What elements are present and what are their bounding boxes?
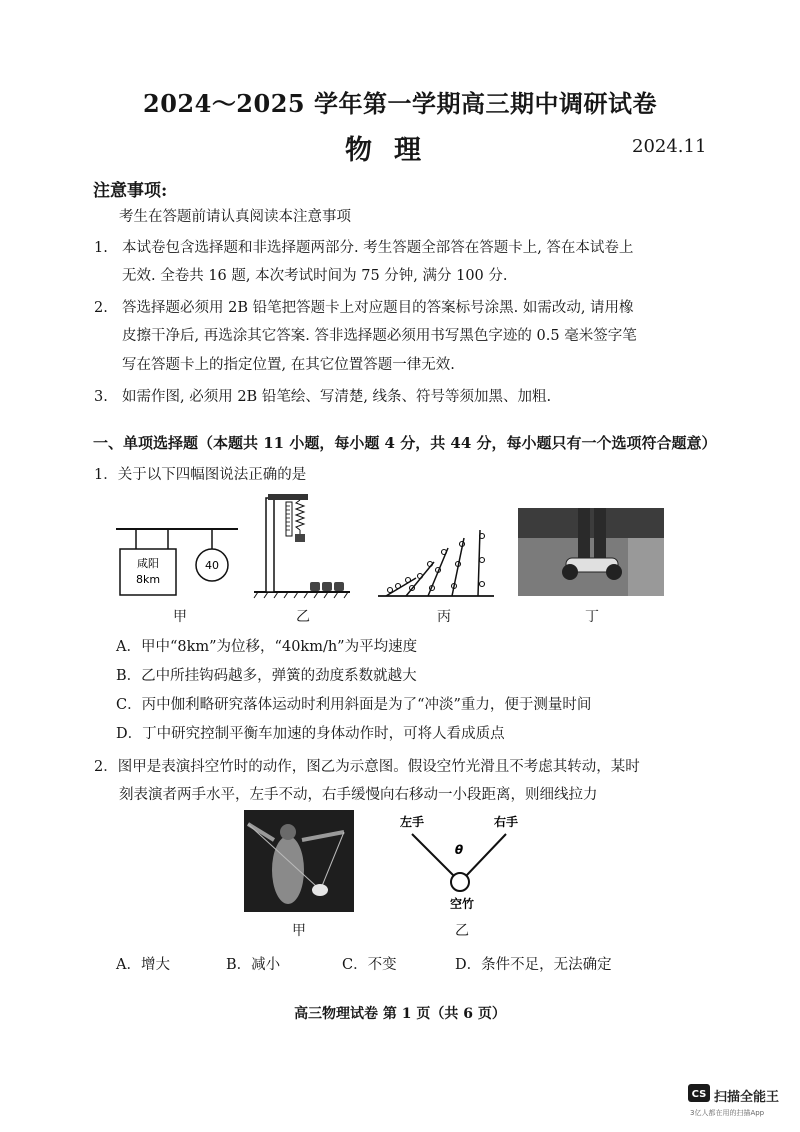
q2-fig-label-yi: 乙 — [455, 923, 469, 939]
figure-diabolo-diagram — [392, 810, 532, 916]
fig-label-yi: 乙 — [296, 609, 310, 625]
road-sign-city: 咸阳 — [137, 557, 159, 570]
scanner-app-tagline: 3亿人都在用的扫描App — [690, 1109, 765, 1117]
q2-option-b: B．减小 — [226, 957, 281, 973]
scanner-logo-icon — [688, 1084, 710, 1102]
q2-option-d: D．条件不足，无法确定 — [455, 957, 612, 973]
notice-item-1-num: 1. — [94, 240, 108, 256]
notice-item-3-line-1: 如需作图, 必须用 2B 铅笔绘、写清楚, 线条、符号等须加黑、加粗. — [122, 389, 552, 405]
q1-stem: 1．关于以下四幅图说法正确的是 — [94, 467, 307, 483]
q2-fig-label-jia: 甲 — [292, 923, 306, 939]
fig-label-bing: 丙 — [437, 609, 451, 625]
subject-title: 物理 — [345, 135, 443, 166]
notice-item-2-num: 2. — [94, 300, 108, 316]
label-left-hand: 左手 — [399, 815, 425, 829]
notice-item-2-line-1: 答选择题必须用 2B 铅笔把答题卡上对应题目的答案标号涂黑. 如需改动, 请用橡 — [122, 300, 634, 316]
notice-heading: 注意事项: — [93, 181, 168, 201]
q1-option-c: C．丙中伽利略研究落体运动时利用斜面是为了“冲淡”重力，便于测量时间 — [116, 697, 592, 713]
road-sign-distance: 8km — [135, 573, 161, 586]
page-footer: 高三物理试卷 第 1 页（共 6 页） — [294, 1006, 506, 1022]
label-right-hand: 右手 — [493, 815, 519, 829]
figure-road-sign — [112, 521, 242, 601]
section-1-heading: 一、单项选择题（本题共 11 小题，每小题 4 分，共 44 分，每小题只有一个选项符合题意） — [93, 434, 717, 452]
notice-item-2-line-3: 写在答题卡上的指定位置, 在其它位置答题一律无效. — [122, 357, 455, 373]
q1-option-a: A．甲中“8km”为位移，“40km/h”为平均速度 — [116, 639, 418, 655]
angle-theta: θ — [454, 843, 464, 857]
notice-item-1-line-1: 本试卷包含选择题和非选择题两部分. 考生答题全部答在答题卡上, 答在本试卷上 — [122, 240, 634, 256]
q2-option-c: C．不变 — [342, 957, 397, 973]
notice-item-3-num: 3. — [94, 389, 108, 405]
figure-balance-scooter-photo — [518, 508, 664, 596]
q2-option-a: A．增大 — [116, 957, 170, 973]
speed-sign-value: 40 — [205, 559, 219, 572]
fig-label-ding: 丁 — [585, 609, 599, 625]
q2-stem-line-1: 2．图甲是表演抖空竹时的动作，图乙为示意图。假设空竹光滑且不考虑其转动，某时 — [94, 759, 640, 775]
q2-stem-line-2: 刻表演者两手水平，左手不动，右手缓慢向右移动一小段距离，则细线拉力 — [119, 787, 598, 803]
exam-title: 2024～2025 学年第一学期高三期中调研试卷 — [143, 89, 657, 118]
q1-option-b: B．乙中所挂钩码越多，弹簧的劲度系数就越大 — [116, 668, 417, 684]
fig-label-jia: 甲 — [173, 609, 187, 625]
q1-option-d: D．丁中研究控制平衡车加速的身体动作时，可将人看成质点 — [116, 726, 505, 742]
figure-spring-apparatus — [252, 490, 352, 602]
scanner-app-name: 扫描全能王 — [714, 1090, 780, 1105]
notice-item-1-line-2: 无效. 全卷共 16 题, 本次考试时间为 75 分钟, 满分 100 分. — [122, 268, 508, 284]
notice-intro: 考生在答题前请认真阅读本注意事项 — [119, 209, 351, 225]
notice-item-2-line-2: 皮擦干净后, 再选涂其它答案. 答非选择题必须用书写黑色字迹的 0.5 毫米签字笔 — [122, 328, 637, 344]
figure-diabolo-performer-photo — [244, 810, 354, 912]
figure-inclined-planes — [376, 524, 496, 604]
label-diabolo: 空竹 — [449, 897, 475, 911]
exam-date: 2024.11 — [632, 136, 707, 157]
svg-text:CS: CS — [691, 1089, 707, 1100]
